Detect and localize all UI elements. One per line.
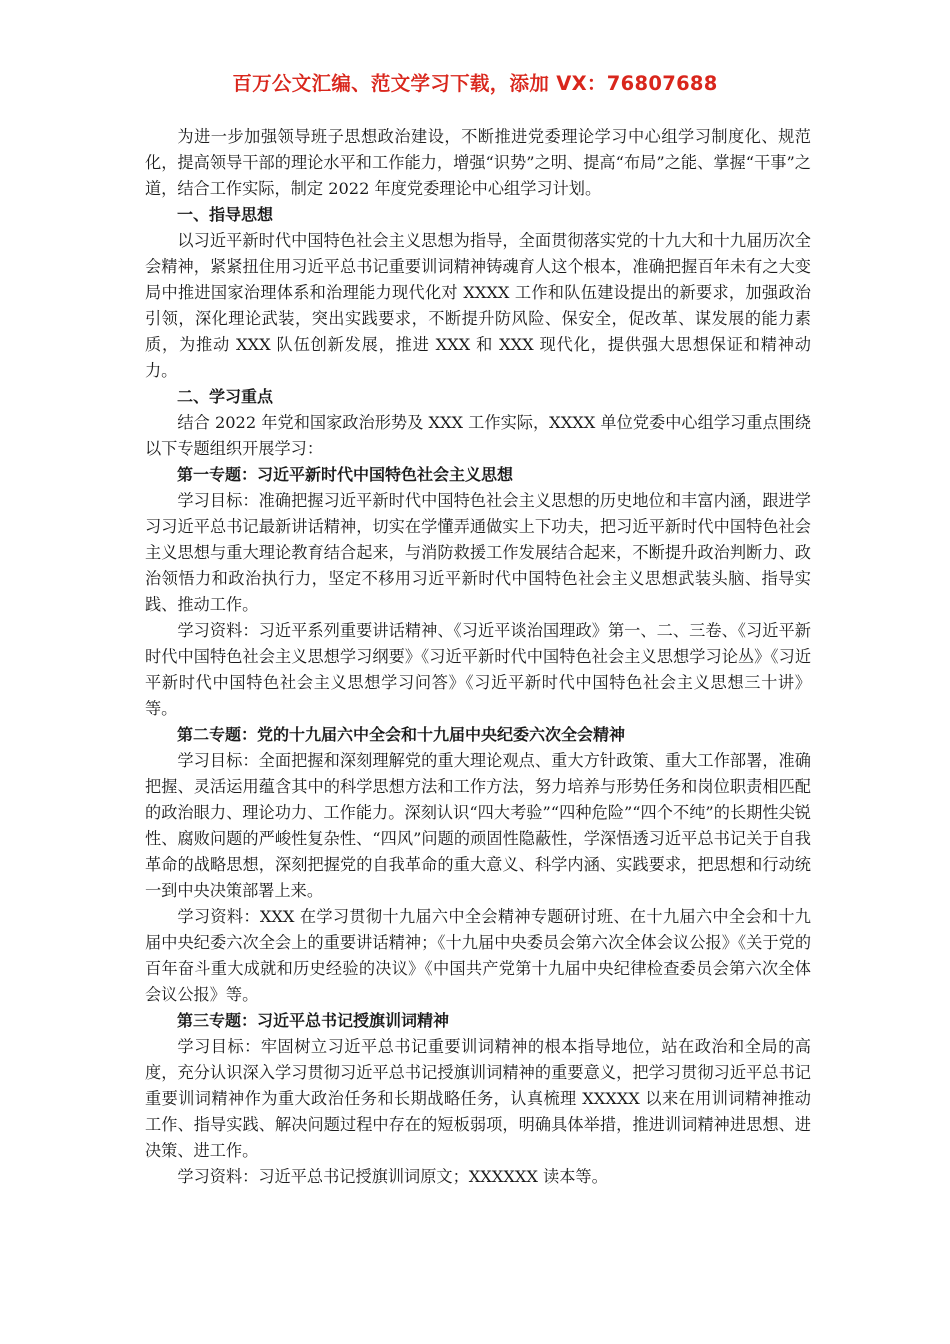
- section-heading-study-focus: 二、学习重点: [177, 387, 274, 406]
- document-body: [145, 124, 811, 1190]
- guiding-ideology-paragraph: 以习近平新时代中国特色社会主义思想为指导，全面贯彻落实党的十九大和十九届历次全会精神，紧紧扭住用习近平总书记重要训词精神铸魂育人这个根本，准确把握百年未有之大变局中推进国家治理体系和治理能力现代化对 XXXX 工作和队伍建设提出的新要求，加强政治引领，深化理论武装，突出实践要求，不断提升防风险、保安全，促改革、谋发展的能力素质，为推动 XXX 队伍创新发展，推进 XXX 和 XXX 现代化，提供强大思想保证和精神动力。: [145, 231, 811, 380]
- section-heading-guiding-ideology: 一、指导思想: [177, 205, 274, 224]
- topic-1-goal: 学习目标：准确把握习近平新时代中国特色社会主义思想的历史地位和丰富内涵，跟进学习习近平总书记最新讲话精神，切实在学懂弄通做实上下功夫，把习近平新时代中国特色社会主义思想与重大理论教育结合起来，与消防救援工作发展结合起来，不断提升政治判断力、政治领悟力和政治执行力，坚定不移用习近平新时代中国特色社会主义思想武装头脑、指导实践、推动工作。: [145, 491, 811, 614]
- topic-1-materials: 学习资料：习近平系列重要讲话精神、《习近平谈治国理政》第一、二、三卷、《习近平新时代中国特色社会主义思想学习纲要》《习近平新时代中国特色社会主义思想学习论丛》《习近平新时代中国特色社会主义思想学习问答》《习近平新时代中国特色社会主义思想三十讲》等。: [145, 621, 811, 718]
- study-focus-paragraph: 结合 2022 年党和国家政治形势及 XXX 工作实际，XXXX 单位党委中心组学习重点围绕以下专题组织开展学习：: [145, 413, 811, 458]
- topic-3-goal: 学习目标：牢固树立习近平总书记重要训词精神的根本指导地位，站在政治和全局的高度，充分认识深入学习贯彻习近平总书记授旗训词精神的重要意义，把学习贯彻习近平总书记重要训词精神作为重大政治任务和长期战略任务，认真梳理 XXXXX 以来在用训词精神推动工作、指导实践、解决问题过程中存在的短板弱项，明确具体举措，推进训词精神进思想、进决策、进工作。: [145, 1037, 811, 1160]
- page-header-banner: 百万公文汇编、范文学习下载，添加 VX：76807688: [232, 72, 718, 95]
- topic-3-heading: 第三专题：习近平总书记授旗训词精神: [177, 1011, 450, 1030]
- topic-2-materials: 学习资料：XXX 在学习贯彻十九届六中全会精神专题研讨班、在十九届六中全会和十九届中央纪委六次全会上的重要讲话精神；《十九届中央委员会第六次全体会议公报》《关于党的百年奋斗重大成就和历史经验的决议》《中国共产党第十九届中央纪律检查委员会第六次全体会议公报》等。: [145, 907, 811, 1004]
- topic-1-heading: 第一专题：习近平新时代中国特色社会主义思想: [177, 465, 514, 484]
- topic-3-materials: 学习资料：习近平总书记授旗训词原文；XXXXXX 读本等。: [177, 1167, 608, 1186]
- topic-2-heading: 第二专题：党的十九届六中全会和十九届中央纪委六次全会精神: [177, 725, 626, 744]
- topic-2-goal: 学习目标：全面把握和深刻理解党的重大理论观点、重大方针政策、重大工作部署，准确把握、灵活运用蕴含其中的科学思想方法和工作方法，努力培养与形势任务和岗位职责相匹配的政治眼力、理论功力、工作能力。深刻认识“四大考验”“四种危险”“四个不纯”的长期性尖锐性、腐败问题的严峻性复杂性、“四风”问题的顽固性隐蔽性，学深悟透习近平总书记关于自我革命的战略思想，深刻把握党的自我革命的重大意义、科学内涵、实践要求，把思想和行动统一到中央决策部署上来。: [145, 751, 811, 900]
- intro-paragraph: 为进一步加强领导班子思想政治建设，不断推进党委理论学习中心组学习制度化、规范化，提高领导干部的理论水平和工作能力，增强“识势”之明、提高“布局”之能、掌握“干事”之道，结合工作实际，制定 2022 年度党委理论中心组学习计划。: [145, 127, 811, 198]
